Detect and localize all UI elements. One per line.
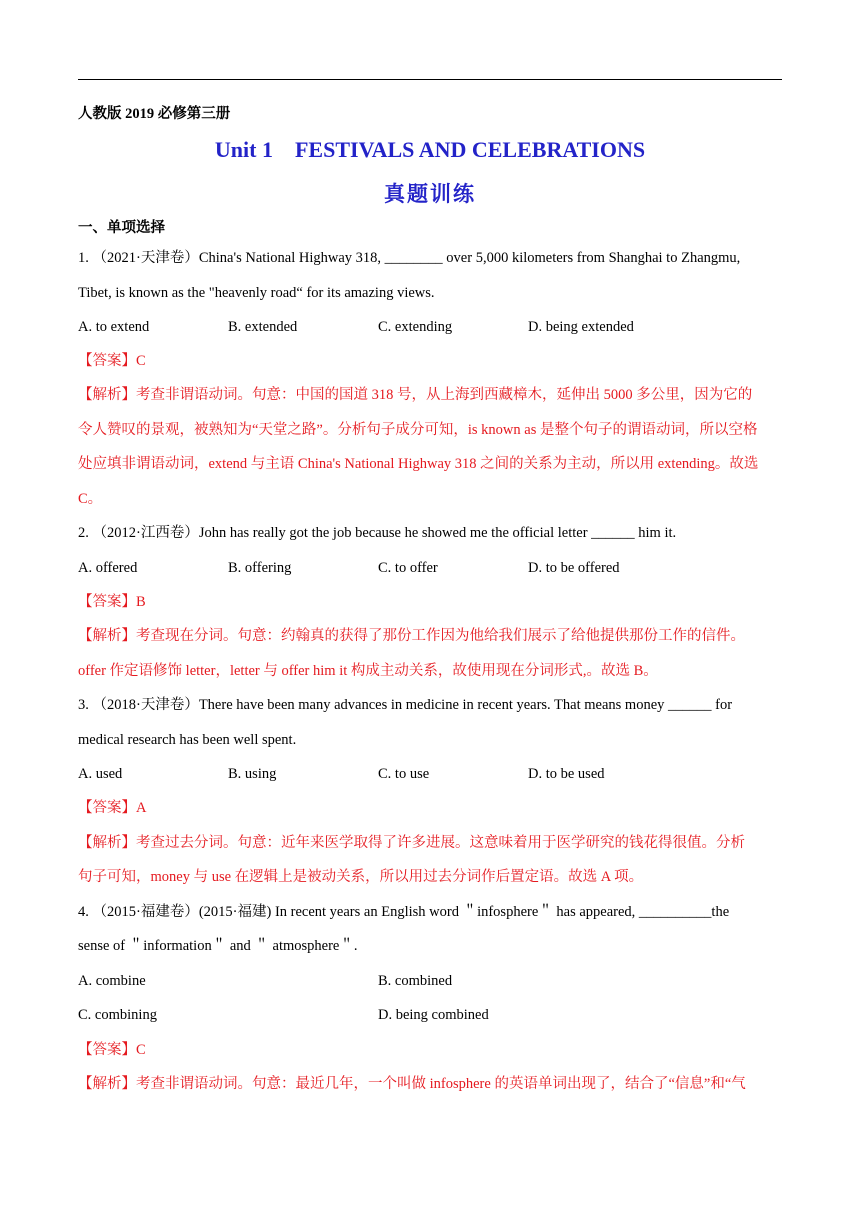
page-subtitle: 真题训练 bbox=[384, 182, 476, 206]
q1-answer: 【答案】C bbox=[78, 353, 146, 369]
q4-option-d: D. being combined bbox=[378, 1007, 489, 1023]
question-3-stem-line-1: 3. （2018·天津卷）There have been many advances in medicine in recent years. That means money ______ for bbox=[78, 697, 733, 713]
q2-option-d: D. to be offered bbox=[528, 560, 620, 576]
q1-analysis-line-3: 处应填非谓语动词，extend 与主语 China's National Highway 318 之间的关系为主动，所以用 extending。故选 bbox=[78, 456, 759, 472]
q4-answer: 【答案】C bbox=[78, 1042, 146, 1058]
q1-analysis-line-1: 【解析】考查非谓语动词。句意：中国的国道 318 号，从上海到西藏樟木，延伸出 5000 多公里，因为它的 bbox=[78, 387, 753, 403]
q1-option-b: B. extended bbox=[228, 319, 298, 335]
q1-stem-1: 1. （2021·天津卷）China's National Highway 318, ________ over 5,000 kilometers from Shanghai to Zhangmu, bbox=[78, 250, 741, 266]
question-4-stem-line-1: 4. （2015·福建卷）(2015·福建) In recent years an English word ＂infosphere＂ has appeared, __________the bbox=[78, 904, 730, 920]
header-rule bbox=[78, 79, 782, 80]
q2-option-c: C. to offer bbox=[378, 560, 438, 576]
q3-analysis-line-2: 句子可知，money 与 use 在逻辑上是被动关系，所以用过去分词作后置定语。故选 A 项。 bbox=[78, 869, 644, 885]
q3-option-a: A. used bbox=[78, 766, 123, 782]
question-4-stem-line-2: sense of ＂information＂ and ＂ atmosphere＂. bbox=[78, 938, 358, 954]
q1-analysis-line-2: 令人赞叹的景观，被熟知为“天堂之路”。分析句子成分可知，is known as 是整个句子的谓语动词，所以空格 bbox=[78, 422, 758, 438]
q1-option-a: A. to extend bbox=[78, 319, 150, 335]
q3-analysis-line-1: 【解析】考查过去分词。句意：近年来医学取得了许多进展。这意味着用于医学研究的钱花得很值。分析 bbox=[78, 835, 745, 851]
q2-option-a: A. offered bbox=[78, 560, 138, 576]
question-1-stem-line-2: Tibet, is known as the "heavenly road“ for its amazing views. bbox=[78, 285, 435, 301]
q3-option-b: B. using bbox=[228, 766, 277, 782]
q4-option-a: A. combine bbox=[78, 973, 146, 989]
question-2-stem-line-1: 2. （2012·江西卷）John has really got the job because he showed me the official letter ______ him it. bbox=[78, 525, 677, 541]
q3-answer: 【答案】A bbox=[78, 800, 147, 816]
q4-option-c: C. combining bbox=[78, 1007, 157, 1023]
q1-option-d: D. being extended bbox=[528, 319, 634, 335]
q1-option-c: C. extending bbox=[378, 319, 453, 335]
q3-option-c: C. to use bbox=[378, 766, 430, 782]
question-3-stem-line-2: medical research has been well spent. bbox=[78, 732, 297, 748]
book-label: 人教版 2019 必修第三册 bbox=[78, 106, 231, 122]
q2-analysis-line-1: 【解析】考查现在分词。句意：约翰真的获得了那份工作因为他给我们展示了给他提供那份工作的信件。 bbox=[78, 628, 745, 644]
q2-answer: 【答案】B bbox=[78, 594, 146, 610]
q2-option-b: B. offering bbox=[228, 560, 292, 576]
question-1-stem-line-1 bbox=[78, 249, 782, 267]
q4-analysis-line-1: 【解析】考查非谓语动词。句意：最近几年，一个叫做 infosphere 的英语单词出现了，结合了“信息”和“气 bbox=[78, 1076, 746, 1092]
unit-title bbox=[0, 136, 860, 164]
section-heading: 一、单项选择 bbox=[78, 220, 165, 236]
q2-analysis-line-2: offer 作定语修饰 letter，letter 与 offer him it 构成主动关系，故使用现在分词形式,。故选 B。 bbox=[78, 663, 658, 679]
q3-option-d: D. to be used bbox=[528, 766, 605, 782]
q1-analysis-line-4: C。 bbox=[78, 491, 103, 507]
q4-option-b: B. combined bbox=[378, 973, 453, 989]
unit-title-text: Unit 1 FESTIVALS AND CELEBRATIONS bbox=[214, 137, 646, 162]
